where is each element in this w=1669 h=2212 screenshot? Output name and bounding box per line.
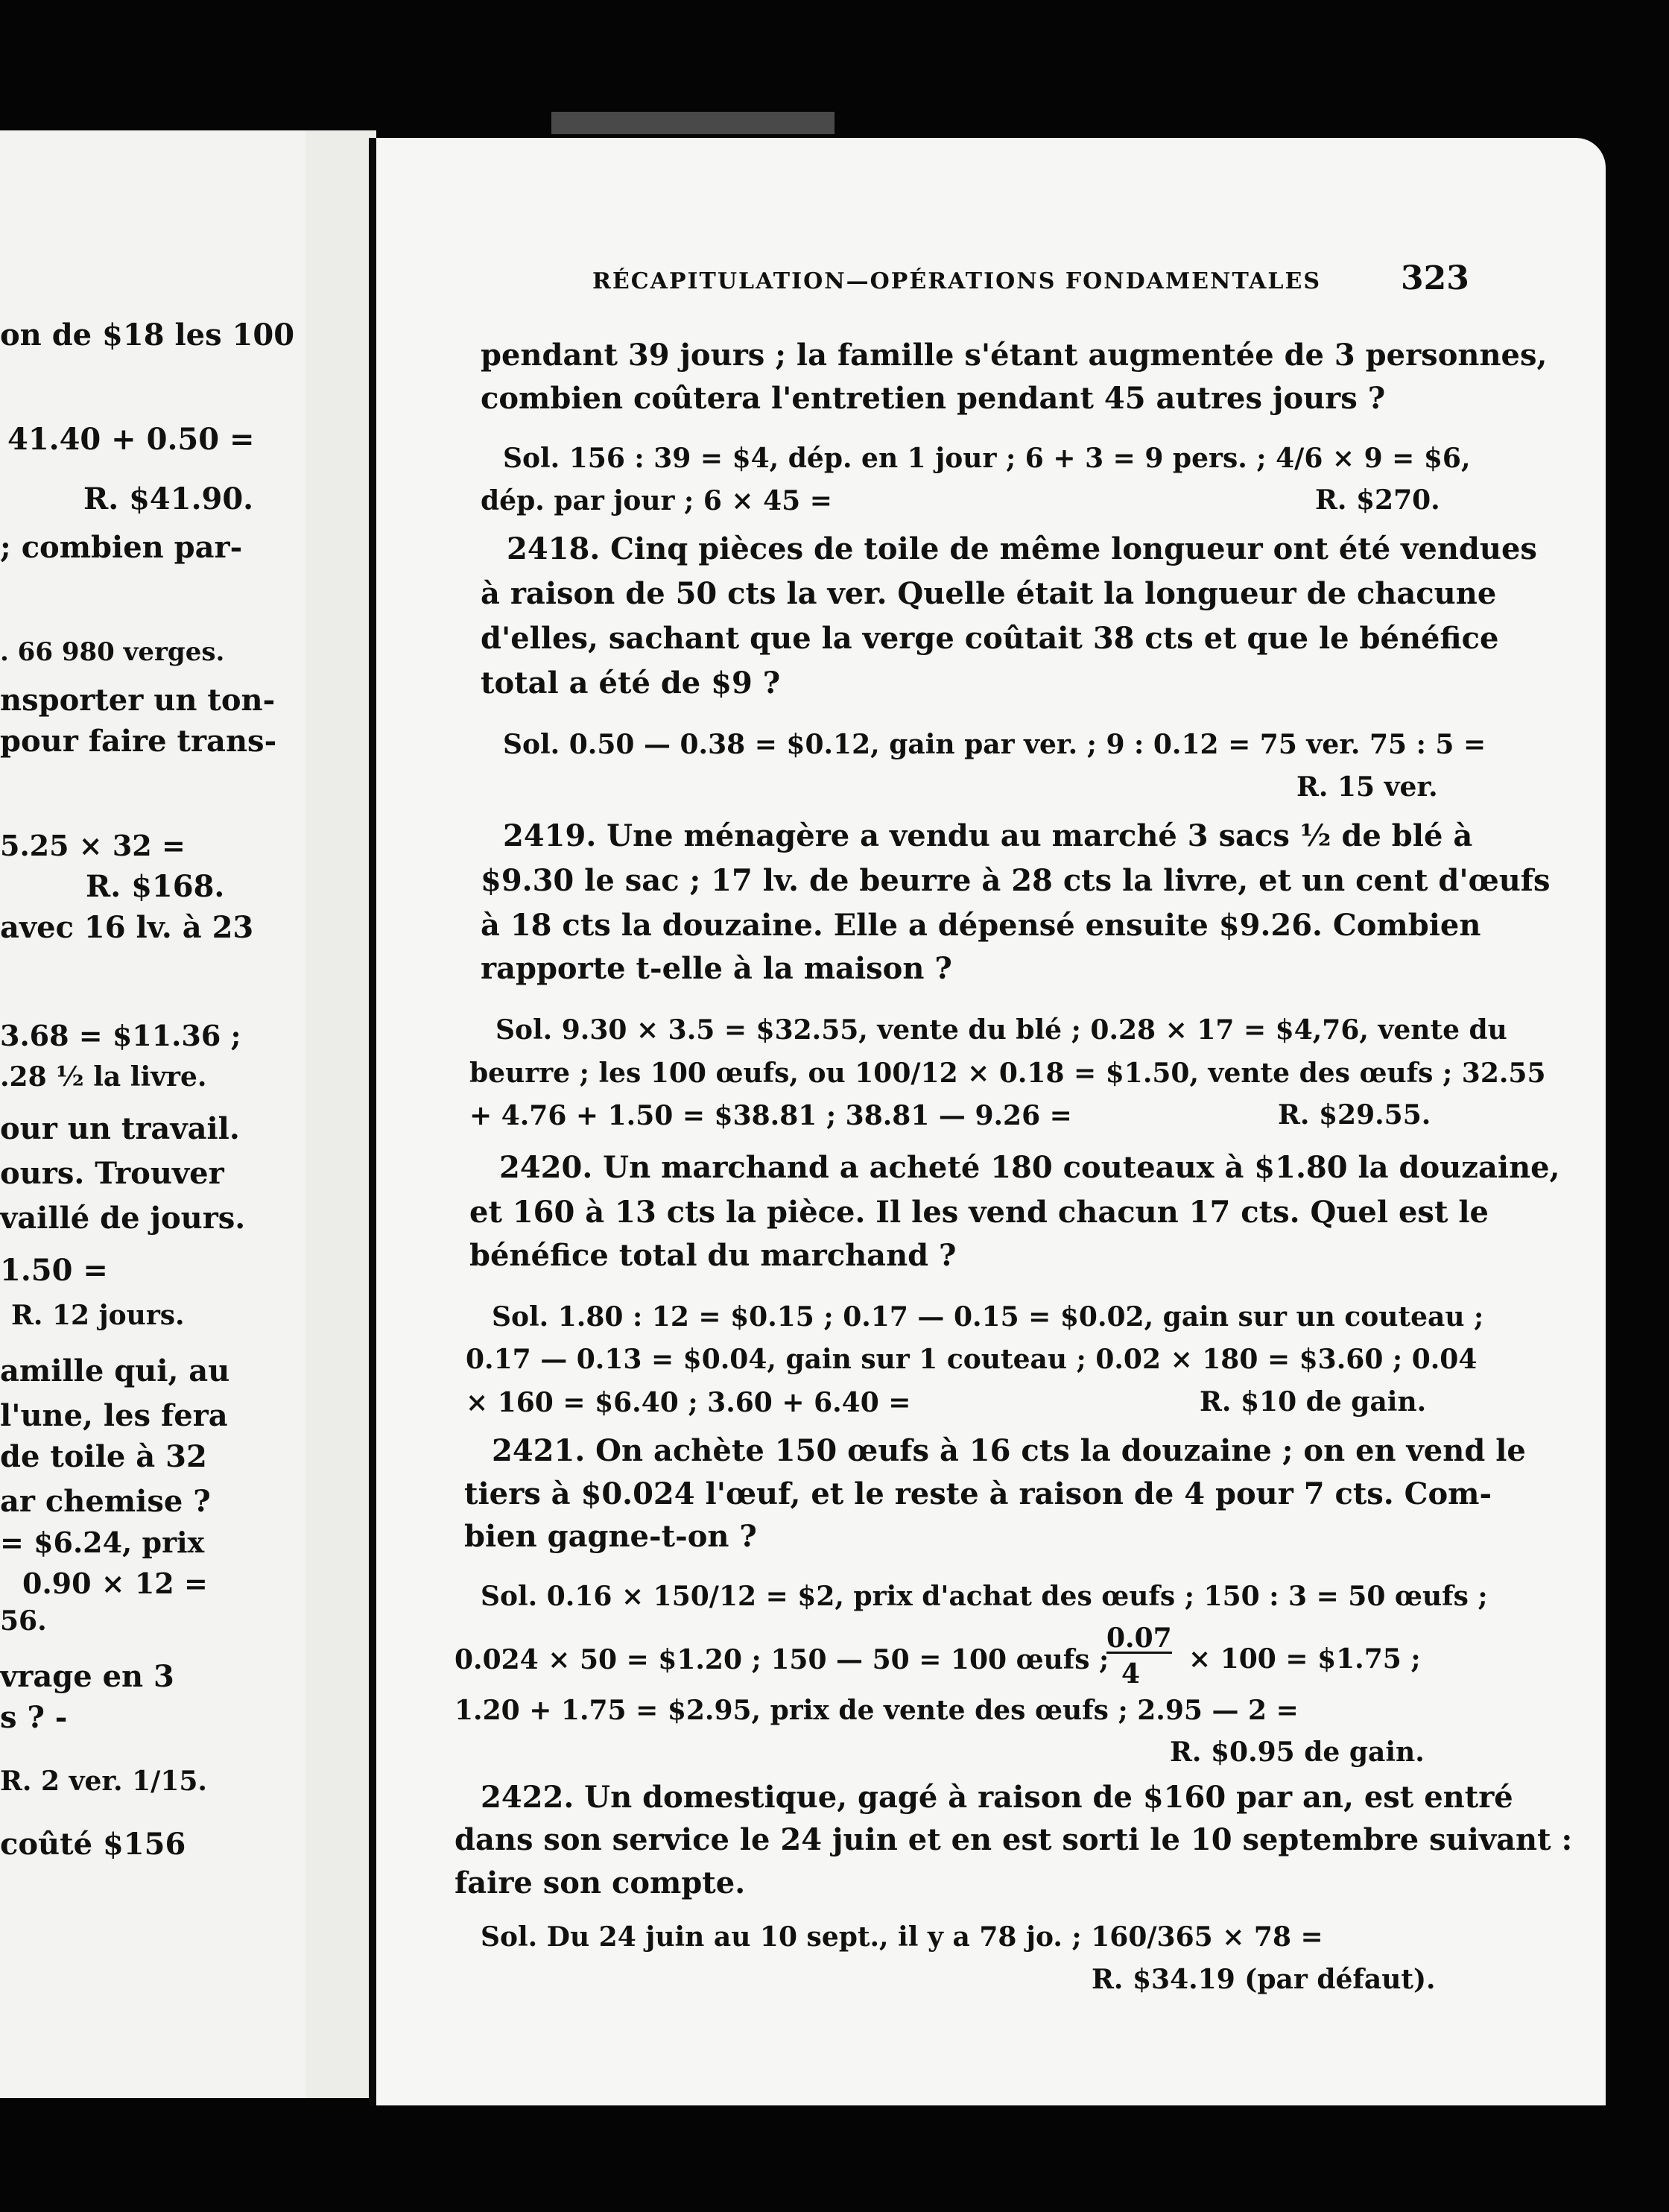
left-line: vrage en 3 <box>0 1659 174 1694</box>
text-line: dans son service le 24 juin et en est sorti le 10 septembre suivant : <box>455 1822 1573 1857</box>
left-line: R. $168. <box>86 869 225 904</box>
answer: R. $270. <box>1315 484 1440 516</box>
solution-line: beurre ; les 100 œufs, ou 100/12 × 0.18 = $1.50, vente des œufs ; 32.55 <box>469 1058 1546 1089</box>
text-line: combien coûtera l'entretien pendant 45 autres jours ? <box>481 381 1386 416</box>
left-line: 5.25 × 32 = <box>0 829 186 862</box>
left-line: amille qui, au <box>0 1353 230 1388</box>
text-line: tiers à $0.024 l'œuf, et le reste à raison de 4 pour 7 cts. Com- <box>464 1476 1492 1511</box>
left-line: avec 16 lv. à 23 <box>0 910 254 945</box>
problem-2418: 2418. Cinq pièces de toile de même longueur ont été vendues <box>507 531 1537 566</box>
left-line: 3.68 = $11.36 ; <box>0 1019 241 1052</box>
solution-line: 1.20 + 1.75 = $2.95, prix de vente des œufs ; 2.95 — 2 = <box>455 1695 1299 1726</box>
text-line: à 18 cts la douzaine. Elle a dépensé ensuite $9.26. Combien <box>481 908 1481 943</box>
text-line: bien gagne-t-on ? <box>464 1519 757 1554</box>
solution-line: Sol. 9.30 × 3.5 = $32.55, vente du blé ; 0.28 × 17 = $4,76, vente du <box>495 1014 1507 1046</box>
left-line: 56. <box>0 1605 47 1637</box>
left-line: pour faire trans- <box>0 724 277 759</box>
solution-line: Sol. 0.16 × 150/12 = $2, prix d'achat des œufs ; 150 : 3 = 50 œufs ; <box>481 1581 1488 1612</box>
text-line: total a été de $9 ? <box>481 666 781 701</box>
solution-line: × 100 = $1.75 ; <box>1188 1643 1421 1675</box>
answer: R. $29.55. <box>1278 1099 1431 1131</box>
left-line: . 66 980 verges. <box>0 637 225 667</box>
running-header: RÉCAPITULATION—OPÉRATIONS FONDAMENTALES <box>592 268 1322 294</box>
answer: R. $0.95 de gain. <box>1170 1737 1425 1768</box>
solution-line: dép. par jour ; 6 × 45 = <box>481 485 832 516</box>
problem-2419: 2419. Une ménagère a vendu au marché 3 sacs ½ de blé à <box>503 818 1473 853</box>
text-line: faire son compte. <box>455 1865 746 1900</box>
solution-line: × 160 = $6.40 ; 3.60 + 6.40 = <box>466 1387 911 1418</box>
problem-2421: 2421. On achète 150 œufs à 16 cts la douzaine ; on en vend le <box>492 1433 1526 1468</box>
left-line: 0.90 × 12 = <box>22 1567 208 1600</box>
text-line: bénéfice total du marchand ? <box>469 1238 957 1273</box>
solution-line: 0.17 — 0.13 = $0.04, gain sur 1 couteau ; 0.02 × 180 = $3.60 ; 0.04 <box>466 1344 1478 1375</box>
solution-line: Sol. 1.80 : 12 = $0.15 ; 0.17 — 0.15 = $0.02, gain sur un couteau ; <box>492 1301 1484 1333</box>
left-line: 41.40 + 0.50 = <box>7 422 255 457</box>
right-page <box>376 138 1606 2105</box>
problem-2420: 2420. Un marchand a acheté 180 couteaux à $1.80 la douzaine, <box>499 1150 1560 1185</box>
left-line: R. $41.90. <box>83 481 254 516</box>
fraction-numerator: 0.07 <box>1106 1622 1172 1654</box>
text-line: à raison de 50 cts la ver. Quelle était la longueur de chacune <box>481 576 1497 611</box>
left-line: l'une, les fera <box>0 1398 228 1433</box>
book-gutter <box>305 130 376 2098</box>
problem-2422: 2422. Un domestique, gagé à raison de $160 par an, est entré <box>481 1780 1513 1815</box>
left-line: R. 12 jours. <box>11 1300 185 1331</box>
left-line: on de $18 les 100 <box>0 317 295 353</box>
left-line: R. 2 ver. 1/15. <box>0 1766 207 1797</box>
left-line: ours. Trouver <box>0 1156 224 1191</box>
answer: R. $34.19 (par défaut). <box>1092 1964 1436 1995</box>
fraction-denominator: 4 <box>1121 1658 1141 1690</box>
text-line: d'elles, sachant que la verge coûtait 38 cts et que le bénéfice <box>481 621 1499 656</box>
left-line: 1.50 = <box>0 1253 108 1288</box>
left-line: our un travail. <box>0 1111 240 1146</box>
left-line: s ? - <box>0 1700 68 1735</box>
text-line: pendant 39 jours ; la famille s'étant augmentée de 3 personnes, <box>481 338 1548 373</box>
solution-line: Sol. 156 : 39 = $4, dép. en 1 jour ; 6 + 3 = 9 pers. ; 4/6 × 9 = $6, <box>503 443 1471 474</box>
left-line: nsporter un ton- <box>0 683 276 718</box>
text-line: et 160 à 13 cts la pièce. Il les vend chacun 17 cts. Quel est le <box>469 1195 1489 1230</box>
left-line: = $6.24, prix <box>0 1526 205 1559</box>
top-edge-smudge <box>551 112 834 134</box>
left-line: .28 ½ la livre. <box>0 1061 207 1093</box>
solution-line: 0.024 × 50 = $1.20 ; 150 — 50 = 100 œufs ; <box>455 1644 1109 1675</box>
left-line: ar chemise ? <box>0 1484 211 1519</box>
text-line: $9.30 le sac ; 17 lv. de beurre à 28 cts la livre, et un cent d'œufs <box>481 863 1551 898</box>
solution-line: + 4.76 + 1.50 = $38.81 ; 38.81 — 9.26 = <box>469 1100 1072 1131</box>
answer: R. $10 de gain. <box>1200 1386 1427 1418</box>
left-line: coûté $156 <box>0 1827 186 1862</box>
left-page <box>0 130 308 2098</box>
answer: R. 15 ver. <box>1296 771 1438 803</box>
left-line: vaillé de jours. <box>0 1201 246 1236</box>
left-line: ; combien par- <box>0 530 243 565</box>
page-number: 323 <box>1401 259 1469 297</box>
left-line: de toile à 32 <box>0 1439 207 1474</box>
text-line: rapporte t-elle à la maison ? <box>481 951 952 986</box>
solution-line: Sol. Du 24 juin au 10 sept., il y a 78 jo. ; 160/365 × 78 = <box>481 1921 1323 1953</box>
solution-line: Sol. 0.50 — 0.38 = $0.12, gain par ver. ; 9 : 0.12 = 75 ver. 75 : 5 = <box>503 729 1486 760</box>
